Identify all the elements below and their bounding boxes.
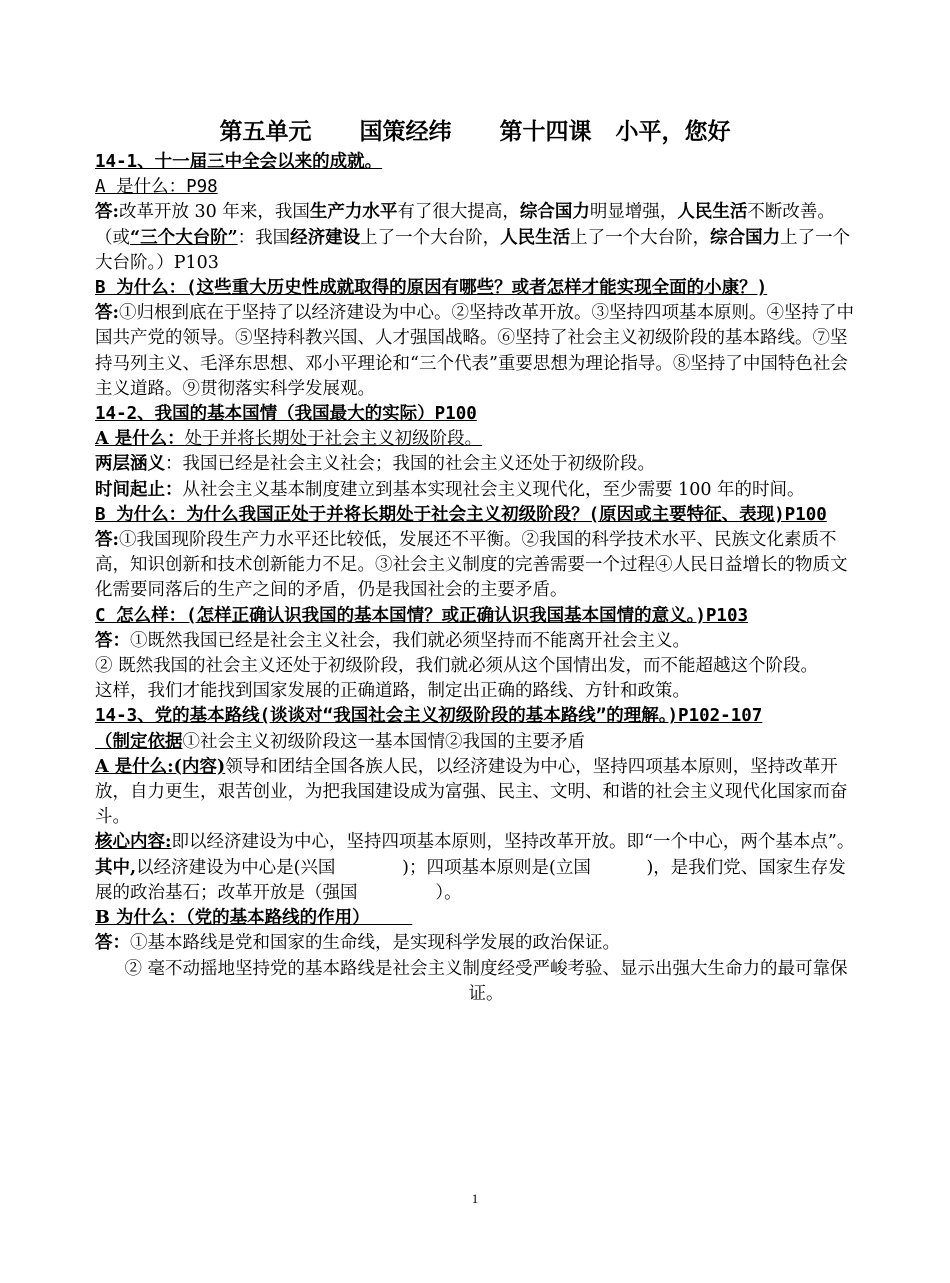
subheading-b-why: B 为什么：为什么我国正处于并将长期处于社会主义初级阶段？(原因或主要特征、表现)P100 (95, 504, 827, 525)
bold-term: 人民生活 (677, 202, 748, 223)
term-label: 其中, (95, 857, 137, 878)
bold-term: “三个大台阶” (130, 227, 238, 248)
text-run: 领导和团结全国各族人民，以经济建设为中心，坚持四项基本原则，坚持改革开放，自力更生，艰苦创业，为把我国建设成为富强、民主、文明、和谐的社会主义现代化国家而奋斗。 (95, 756, 848, 828)
answer-label: 答: (95, 202, 119, 223)
text-run: ①归根到底在于坚持了以经济建设为中心。②坚持改革开放。③坚持四项基本原则。④坚持了中国共产党的领导。⑤坚持科教兴国、人才强国战略。⑥坚持了社会主义初级阶段的基本路线。⑦坚持马列主义、毛泽东思想、邓小平理论和“三个代表”重要思想为理论指导。⑧坚持了中国特色社会主义道路。⑨贯彻落实科学发展观。 (95, 303, 854, 399)
text-run: 即以经济建设为中心，坚持四项基本原则，坚持改革开放。即“一个中心，两个基本点”。 (171, 832, 855, 853)
bold-term: 经济建设 (290, 227, 361, 248)
section-heading-14-2: 14-2、我国的基本国情（我国最大的实际）P100 (95, 404, 477, 425)
content-paragraph (95, 755, 857, 831)
time-paragraph (95, 478, 857, 503)
fill-blank-paragraph (95, 856, 857, 906)
bold-term: 人民生活 (500, 227, 571, 248)
subheading-b-why: B 为什么：(这些重大历史性成就取得的原因有哪些？或者怎样才能实现全面的小康？) (95, 278, 768, 299)
text-run: ①既然我国已经是社会主义社会，我们就必须坚持而不能离开社会主义。 (130, 630, 690, 651)
definition-paragraph (95, 427, 857, 452)
text-run: 明显增强， (589, 202, 678, 223)
summary-paragraph: 这样，我们才能找到国家发展的正确道路，制定出正确的路线、方针和政策。 (95, 681, 690, 702)
answer-label: 答： (95, 630, 130, 651)
bold-term: 生产力水平 (309, 202, 398, 223)
subheading-a-what: A 是什么：P98 (95, 177, 218, 198)
term-label: 时间起止： (95, 479, 183, 500)
text-run: 以经济建设为中心是(兴国 )；四项基本原则是(立国 )，是我们党、国家生存发展的政治基石；改革开放是（强国 ）。 (95, 857, 846, 903)
section-heading-14-1: 14-1、十一届三中全会以来的成就。 (95, 152, 383, 172)
page-number: 1 (471, 1191, 479, 1206)
answer-paragraph (95, 200, 857, 225)
text-run: 上了一个大台阶， (570, 227, 711, 248)
bold-term: 综合国力 (519, 202, 590, 223)
subheading-c-how: C 怎么样：(怎样正确认识我国的基本国情？或正确认识我国基本国情的意义。)P103 (95, 605, 749, 626)
text-run: 从社会主义基本制度建立到基本实现社会主义现代化，至少需要 100 年的时间。 (182, 479, 805, 500)
text-run: 上了一个大台阶。）P103 (95, 227, 851, 273)
text-run: 有了很大提高， (397, 202, 520, 223)
basis-paragraph (95, 730, 857, 755)
answer-paragraph: ② 毫不动摇地坚持党的基本路线是社会主义制度经受严峻考验、显示出强大生命力的最可靠保证。 (124, 958, 848, 1004)
term-label: 核心内容: (95, 832, 172, 853)
answer-paragraph (95, 528, 857, 604)
subheading-label: A 是什么： (95, 429, 185, 450)
term-label: （制定依据 (95, 731, 183, 752)
section-heading-14-3: 14-3、党的基本路线(谈谈对“我国社会主义初级阶段的基本路线”的理解。)P102-107 (95, 706, 763, 727)
page-title: 第五单元 国策经纬 第十四课 小平，您好 (219, 118, 731, 145)
text-run: 改革开放 30 年来，我国 (118, 202, 310, 223)
text-run: 上了一个大台阶， (360, 227, 501, 248)
answer-paragraph (95, 301, 857, 402)
answer-label: 答： (95, 933, 130, 954)
text-run: ①我国现阶段生产力水平还比较低，发展还不平衡。②我国的科学技术水平、民族文化素质不高，知识创新和技术创新能力不足。③社会主义制度的完善需要一个过程④人民日益增长的物质文化需要同落后的生产之间的矛盾，仍是我国社会的主要矛盾。 (95, 530, 848, 601)
alternative-paragraph (95, 226, 857, 276)
answer-label: 答: (95, 530, 119, 551)
term-label: 两层涵义 (95, 454, 165, 475)
core-paragraph (95, 830, 857, 855)
text-run: 处于并将长期处于社会主义初级阶段。 (184, 429, 483, 450)
subheading-label: A 是什么:(内容) (95, 756, 226, 777)
answer-label: 答: (95, 303, 119, 324)
text-run: 不断改善。 (747, 202, 835, 223)
answer-paragraph (95, 629, 857, 654)
text-run: ①社会主义初级阶段这一基本国情②我国的主要矛盾 (182, 731, 585, 752)
text-run: ：我国已经是社会主义社会；我国的社会主义还处于初级阶段。 (165, 454, 655, 475)
answer-paragraph (95, 931, 857, 956)
text-run: ：我国 (237, 227, 291, 248)
answer-paragraph: ② 既然我国的社会主义还处于初级阶段，我们就必须从这个国情出发，而不能超越这个阶段。 (95, 656, 819, 677)
text-run: ①基本路线是党和国家的生命线，是实现科学发展的政治保证。 (130, 933, 620, 954)
document-body (95, 150, 857, 1007)
bold-term: 综合国力 (710, 227, 781, 248)
subheading-b-why: B 为什么：（党的基本路线的作用） (95, 908, 413, 929)
text-run: （或 (95, 227, 130, 248)
meaning-paragraph (95, 452, 857, 477)
